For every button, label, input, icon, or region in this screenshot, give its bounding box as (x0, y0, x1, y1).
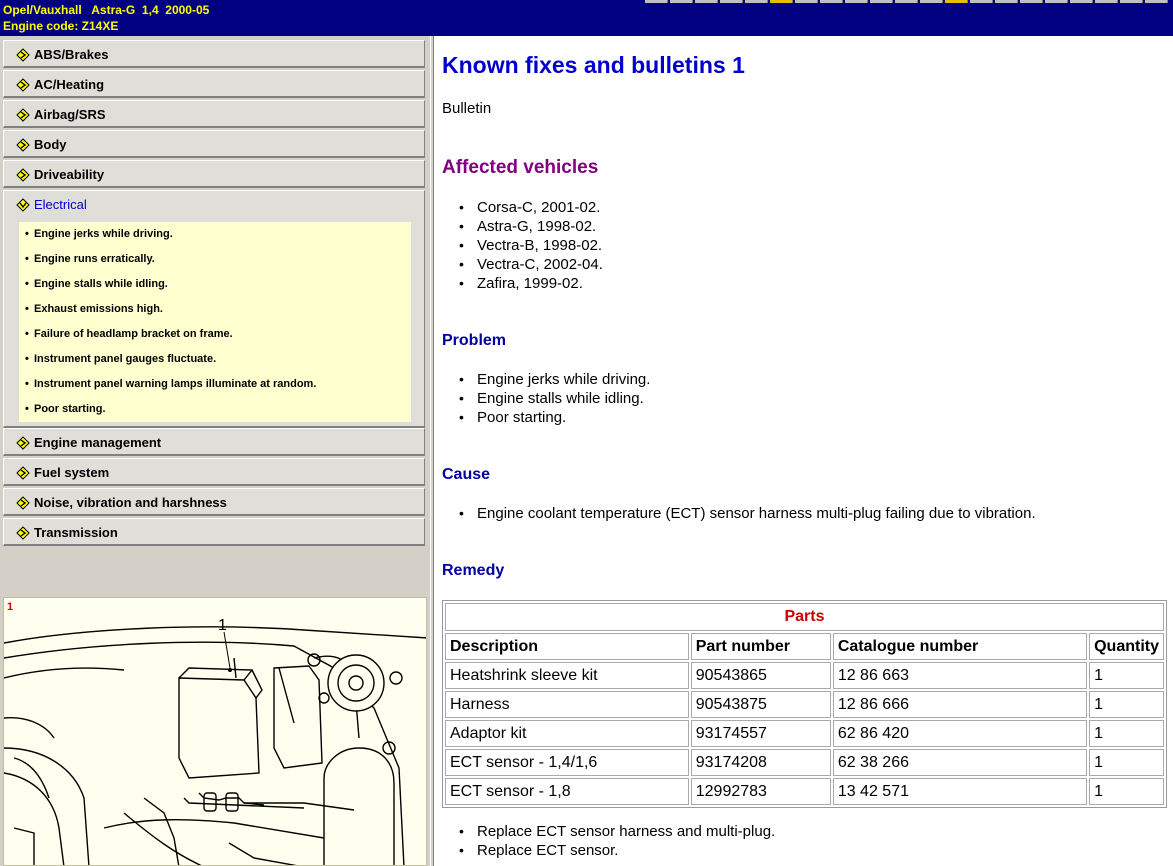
affected-vehicles-heading: Affected vehicles (442, 157, 599, 178)
category-label: Airbag/SRS (34, 107, 106, 122)
category-label: Body (34, 137, 67, 152)
list-item[interactable]: • Engine runs erratically. (25, 253, 155, 265)
list-item: • Zafira, 1999-02. (459, 274, 603, 293)
table-cell: 62 38 266 (833, 749, 1087, 776)
category-label: ABS/Brakes (34, 47, 109, 62)
component-diagram (3, 597, 427, 866)
toolbar-button[interactable] (770, 0, 793, 3)
arrow-right-icon (16, 108, 30, 122)
list-item: • Corsa-C, 2001-02. (459, 198, 603, 217)
toolbar-button[interactable] (1120, 0, 1143, 3)
category-label: Electrical (34, 197, 87, 212)
arrow-right-icon (16, 436, 30, 450)
parts-table (442, 600, 1167, 808)
arrow-down-icon (16, 198, 30, 212)
list-item: • Engine coolant temperature (ECT) sensor harness multi-plug failing due to vibration. (459, 504, 1036, 523)
toolbar-button[interactable] (1020, 0, 1043, 3)
parts-table-caption: Parts (445, 603, 1164, 631)
column-header: Part number (691, 633, 831, 660)
table-cell: Heatshrink sleeve kit (445, 662, 689, 689)
category-label: Driveability (34, 167, 105, 182)
arrow-right-icon (16, 138, 30, 152)
category-driveability[interactable] (3, 160, 425, 188)
table-row (445, 662, 1164, 689)
list-item: • Replace ECT sensor. (459, 841, 775, 860)
toolbar-button[interactable] (1145, 0, 1168, 3)
table-cell: Adaptor kit (445, 720, 689, 747)
list-item: • Vectra-B, 1998-02. (459, 236, 603, 255)
toolbar-button[interactable] (795, 0, 818, 3)
table-row (445, 778, 1164, 805)
remedy-list (459, 822, 775, 860)
engine-bay-drawing (4, 598, 427, 866)
toolbar-button[interactable] (920, 0, 943, 3)
toolbar-button[interactable] (895, 0, 918, 3)
table-cell: 62 86 420 (833, 720, 1087, 747)
list-item[interactable]: • Failure of headlamp bracket on frame. (25, 328, 233, 340)
table-row (445, 749, 1164, 776)
cause-heading: Cause (442, 466, 491, 483)
toolbar-button[interactable] (645, 0, 668, 3)
toolbar-button[interactable] (695, 0, 718, 3)
arrow-right-icon (16, 48, 30, 62)
list-item: • Astra-G, 1998-02. (459, 217, 603, 236)
list-item: • Replace ECT sensor harness and multi-plug. (459, 822, 775, 841)
table-cell: 1 (1089, 778, 1164, 805)
list-item[interactable]: • Engine jerks while driving. (25, 228, 173, 240)
column-header: Description (445, 633, 689, 660)
arrow-right-icon (16, 496, 30, 510)
table-cell: 90543875 (691, 691, 831, 718)
table-cell: 12 86 663 (833, 662, 1087, 689)
toolbar-button[interactable] (745, 0, 768, 3)
electrical-item-list (19, 222, 411, 422)
table-cell: ECT sensor - 1,8 (445, 778, 689, 805)
category-transmission[interactable] (3, 518, 425, 546)
table-row (445, 720, 1164, 747)
category-ac-heating[interactable] (3, 70, 425, 98)
list-item: • Engine stalls while idling. (459, 389, 650, 408)
category-fuel-system[interactable] (3, 458, 425, 486)
toolbar-button[interactable] (720, 0, 743, 3)
list-item: • Vectra-C, 2002-04. (459, 255, 603, 274)
category-engine-management[interactable] (3, 428, 425, 456)
column-header: Quantity (1089, 633, 1164, 660)
table-cell: 93174557 (691, 720, 831, 747)
table-cell: ECT sensor - 1,4/1,6 (445, 749, 689, 776)
list-item: • Engine jerks while driving. (459, 370, 650, 389)
arrow-right-icon (16, 78, 30, 92)
toolbar-button[interactable] (970, 0, 993, 3)
toolbar-button[interactable] (845, 0, 868, 3)
bulletin-content (434, 36, 1173, 866)
category-label: Engine management (34, 435, 162, 450)
toolbar-button[interactable] (670, 0, 693, 3)
toolbar-button[interactable] (945, 0, 968, 3)
list-item[interactable]: • Instrument panel gauges fluctuate. (25, 353, 217, 365)
engine-code: Engine code: Z14XE (3, 19, 119, 33)
title-bar (0, 0, 1173, 36)
list-item[interactable]: • Engine stalls while idling. (25, 278, 168, 290)
figure-number: 1 (7, 601, 14, 613)
page-title: Known fixes and bulletins 1 (442, 52, 745, 78)
table-cell: 12992783 (691, 778, 831, 805)
callout-label: 1 (218, 617, 227, 634)
table-cell: 93174208 (691, 749, 831, 776)
table-cell: 90543865 (691, 662, 831, 689)
category-label: Transmission (34, 525, 118, 540)
affected-vehicles-list (459, 198, 603, 293)
category-nvh[interactable] (3, 488, 425, 516)
category-abs-brakes[interactable] (3, 40, 425, 68)
category-label: Noise, vibration and harshness (34, 495, 227, 510)
bulletin-type: Bulletin (442, 100, 492, 117)
arrow-right-icon (16, 526, 30, 540)
category-label: AC/Heating (34, 77, 105, 92)
vehicle-title: Opel/Vauxhall Astra-G 1,4 2000-05 (3, 3, 210, 17)
table-cell: Harness (445, 691, 689, 718)
category-airbag-srs[interactable] (3, 100, 425, 128)
arrow-right-icon (16, 466, 30, 480)
problem-heading: Problem (442, 332, 507, 349)
table-header-row (445, 633, 1164, 660)
category-label: Fuel system (34, 465, 110, 480)
list-item[interactable]: • Poor starting. (25, 403, 106, 415)
table-cell: 13 42 571 (833, 778, 1087, 805)
cause-list (459, 504, 1036, 523)
problem-list (459, 370, 650, 427)
list-item[interactable]: • Exhaust emissions high. (25, 303, 163, 315)
table-cell: 1 (1089, 662, 1164, 689)
table-cell: 1 (1089, 691, 1164, 718)
toolbar-button[interactable] (1070, 0, 1093, 3)
category-panel (0, 36, 430, 866)
toolbar-button[interactable] (870, 0, 893, 3)
table-row (445, 691, 1164, 718)
table-cell: 12 86 666 (833, 691, 1087, 718)
column-header: Catalogue number (833, 633, 1087, 660)
category-body[interactable] (3, 130, 425, 158)
toolbar-button[interactable] (995, 0, 1018, 3)
toolbar-button[interactable] (1095, 0, 1118, 3)
table-cell: 1 (1089, 749, 1164, 776)
toolbar-button[interactable] (1045, 0, 1068, 3)
toolbar-button[interactable] (820, 0, 843, 3)
arrow-right-icon (16, 168, 30, 182)
list-item: • Poor starting. (459, 408, 650, 427)
list-item[interactable]: • Instrument panel warning lamps illuminate at random. (25, 378, 317, 390)
remedy-heading: Remedy (442, 562, 505, 579)
table-cell: 1 (1089, 720, 1164, 747)
